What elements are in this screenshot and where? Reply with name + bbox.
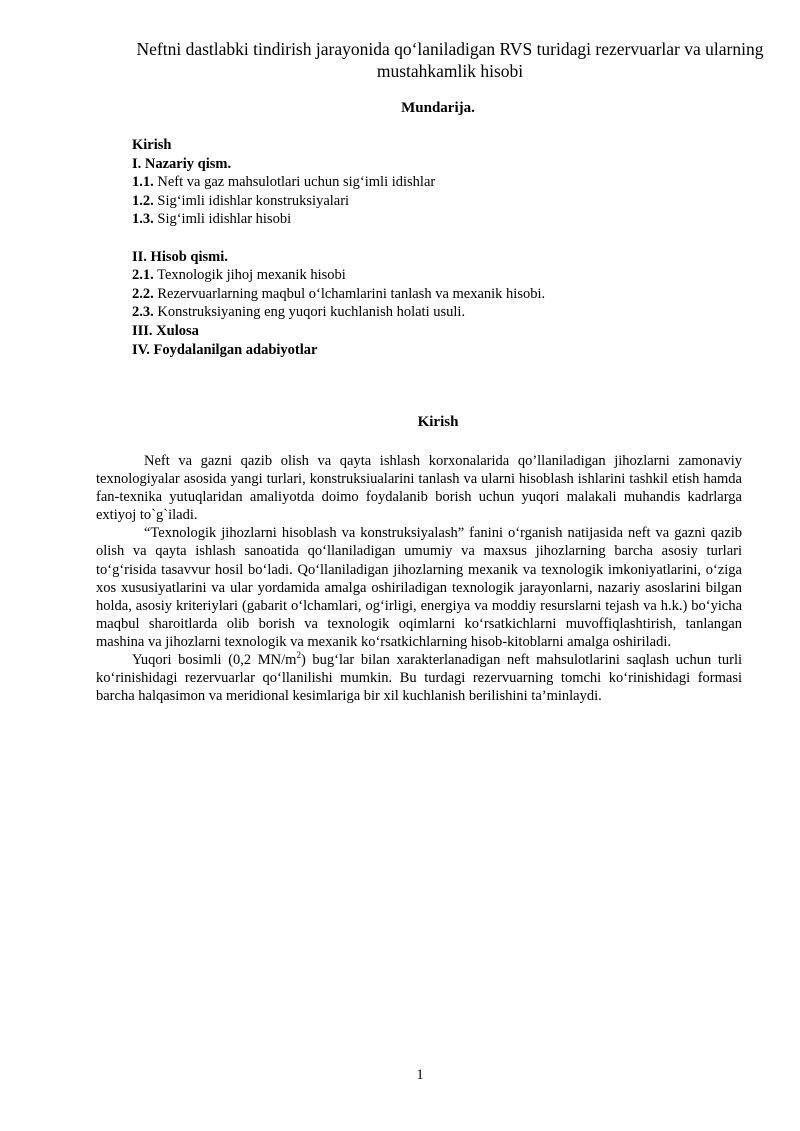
page-number: 1 [416, 1067, 424, 1083]
intro-paragraph-3: Yuqori bosimli (0,2 $MN/m^2$) bug‘lar bilan xarakterlanadigan neft mahsulotlarini saqlash uchun turli ko‘rinishidagi rezervuarlar qo‘llanilishi mumkin. Bu turdagi rezervuarning tomchi ko‘rinishidagi formasi barcha halqasimon va meridional kesimlariga bir xil kuchlanish berilishini ta’minlaydi. [96, 650, 742, 705]
toc-item-intro: Kirish [132, 137, 172, 153]
toc-item-1-2: 1.2. Sig‘imli idishlar konstruksiyalari [132, 192, 350, 209]
toc-part-2: II. Hisob qismi. [132, 248, 228, 265]
toc-item-2-1: 2.1. Texnologik jihoj mexanik hisobi [132, 267, 346, 284]
document-title: Neftni dastlabki tindirish jarayonida qo‘laniladigan RVS turidagi rezervuarlar va ularning mustahkamlik hisobi [136, 39, 764, 81]
table-of-contents [132, 136, 752, 359]
toc-heading: Mundarija. [401, 100, 475, 116]
intro-paragraph-1: Neft va gazni qazib olish va qayta ishlash korxonalarida qo’llaniladigan jihozlarni zamonaviy texnologiyalar asosida yangi turlari, konstruksiualarini tanlash va ularni hisoblash ishlarini tashkil etish hamda fan-texnika yutuqlaridan amaliyotda doimo foydalanib borish uchun yuqori malakali muhandis kadrlarga extiyoj to`g`iladi. [96, 453, 742, 524]
toc-item-2-3: 2.3. Konstruksiyaning eng yuqori kuchlanish holati usuli. [132, 304, 466, 321]
intro-body [96, 452, 742, 705]
intro-paragraph-2: “Texnologik jihozlarni hisoblash va konstruksiyalash” fanini o‘rganish natijasida neft va gazni qazib olish va qayta ishlash sanoatida qo‘llaniladigan umumiy va maxsus jihozlarning barcha asosiy turlari to‘g‘risida tasavvur hosil bo‘ladi. Qo‘llaniladigan jihozlarning mexanik va texnologik imkoniyatlarini, o‘ziga xos xususiyatlarini va ular yordamida amalga oshiriladigan texnologik jarayonlarni, nazariy asoslarini bilgan holda, asosiy kriteriylari (gabarit o‘lchamlari, og‘irligi, energiya va moddiy resurslarni tejash va h.k.) bo‘yicha maqbul sharoitlarda olib borish va texnologik oqimlarni ko‘rsatkichlarni muvoffiqlashtirish, tanlangan mashina va jihozlarni texnologik va mexanik ko‘rsatkichlarning hisob-kitoblarni amalga oshiriladi. [96, 525, 742, 650]
toc-part-4: IV. Foydalanilgan adabiyotlar [132, 341, 318, 358]
intro-heading: Kirish [417, 414, 459, 430]
toc-item-1-1: 1.1. Neft va gaz mahsulotlari uchun sig‘imli idishlar [132, 174, 436, 191]
toc-part-3: III. Xulosa [132, 322, 199, 339]
toc-spacer [132, 229, 752, 248]
toc-item-1-3: 1.3. Sig‘imli idishlar hisobi [132, 211, 292, 228]
toc-item-2-2: 2.2. Rezervuarlarning maqbul o‘lchamlarini tanlash va mexanik hisobi. [132, 285, 546, 302]
toc-part-1: I. Nazariy qism. [132, 155, 232, 172]
